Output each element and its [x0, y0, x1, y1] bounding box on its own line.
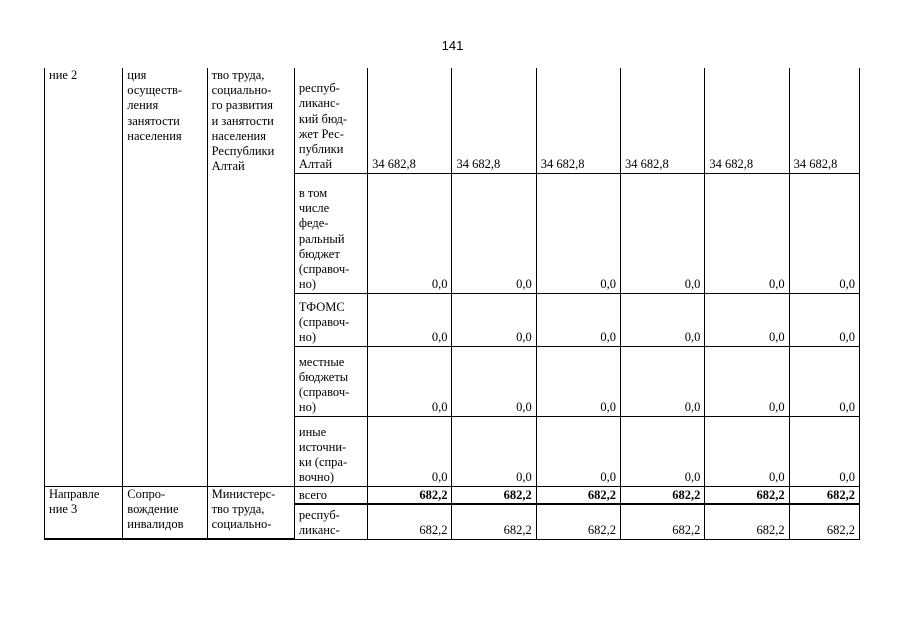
- activity-name-cell: ция осуществ- ления занятости населения: [123, 68, 207, 486]
- value-cell: 0,0: [789, 293, 859, 346]
- value-cell: 34 682,8: [536, 68, 620, 173]
- value-cell: 0,0: [452, 346, 536, 416]
- direction-cell: ние 2: [45, 68, 123, 486]
- value-cell: 682,2: [452, 504, 536, 539]
- value-cell: 0,0: [621, 346, 705, 416]
- responsible-executor-cell: тво труда, социально- го развития и занятости населения Республики Алтай: [207, 68, 294, 486]
- value-cell: 0,0: [368, 346, 452, 416]
- value-cell: 0,0: [452, 293, 536, 346]
- value-cell: 0,0: [789, 346, 859, 416]
- value-cell: 0,0: [368, 173, 452, 293]
- value-cell: 682,2: [705, 486, 789, 504]
- table-row: [45, 486, 860, 504]
- funding-source-cell: в том числе феде- ральный бюджет (справоч- но): [294, 173, 367, 293]
- value-cell: 0,0: [621, 416, 705, 486]
- value-cell: 682,2: [536, 486, 620, 504]
- value-cell: 34 682,8: [705, 68, 789, 173]
- value-cell: 682,2: [789, 486, 859, 504]
- value-cell: 682,2: [452, 486, 536, 504]
- value-cell: 0,0: [368, 293, 452, 346]
- value-cell: 34 682,8: [621, 68, 705, 173]
- value-cell: 0,0: [452, 173, 536, 293]
- table-row: [45, 68, 860, 173]
- value-cell: 682,2: [621, 504, 705, 539]
- funding-source-cell: местные бюджеты (справоч- но): [294, 346, 367, 416]
- value-cell: 0,0: [789, 173, 859, 293]
- direction-cell: Направле ние 3: [45, 486, 123, 539]
- value-cell: 0,0: [621, 173, 705, 293]
- value-cell: 0,0: [621, 293, 705, 346]
- funding-source-cell: иные источни- ки (спра- вочно): [294, 416, 367, 486]
- responsible-executor-cell: Министерс- тво труда, социально-: [207, 486, 294, 539]
- value-cell: 682,2: [368, 486, 452, 504]
- funding-source-cell: ТФОМС (справоч- но): [294, 293, 367, 346]
- value-cell: 0,0: [536, 346, 620, 416]
- value-cell: 34 682,8: [789, 68, 859, 173]
- value-cell: 0,0: [705, 416, 789, 486]
- activity-name-cell: Сопро- вождение инвалидов: [123, 486, 207, 539]
- value-cell: 0,0: [536, 293, 620, 346]
- value-cell: 682,2: [705, 504, 789, 539]
- value-cell: 682,2: [536, 504, 620, 539]
- value-cell: 0,0: [705, 346, 789, 416]
- value-cell: 0,0: [536, 416, 620, 486]
- value-cell: 0,0: [705, 293, 789, 346]
- value-cell: 682,2: [621, 486, 705, 504]
- value-cell: 0,0: [789, 416, 859, 486]
- value-cell: 682,2: [368, 504, 452, 539]
- value-cell: 34 682,8: [368, 68, 452, 173]
- funding-source-cell: всего: [294, 486, 367, 504]
- value-cell: 0,0: [705, 173, 789, 293]
- funding-source-cell: респуб- ликанс-: [294, 504, 367, 539]
- value-cell: 0,0: [536, 173, 620, 293]
- page-number: 141: [441, 38, 464, 53]
- value-cell: 0,0: [452, 416, 536, 486]
- value-cell: 0,0: [368, 416, 452, 486]
- value-cell: 34 682,8: [452, 68, 536, 173]
- funding-source-cell: респуб- ликанс- кий бюд- жет Рес- публики Алтай: [294, 68, 367, 173]
- budget-table: [44, 68, 860, 540]
- value-cell: 682,2: [789, 504, 859, 539]
